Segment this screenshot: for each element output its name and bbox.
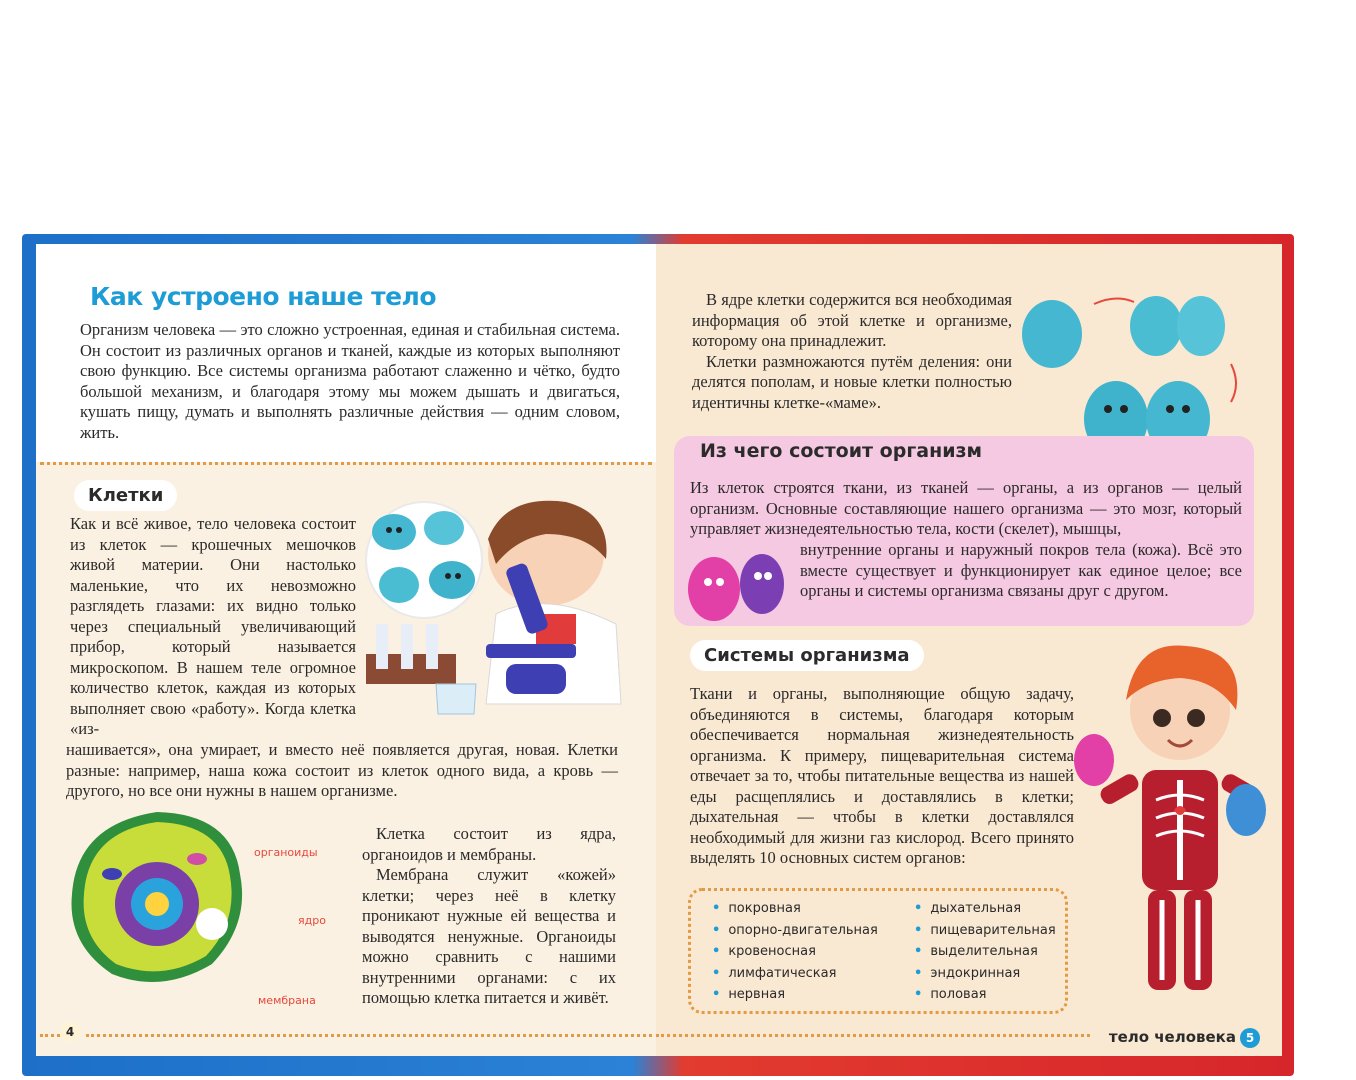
skeleton-boy-illustration	[1076, 640, 1276, 1010]
system-item: • опорно-двигательная	[712, 920, 878, 942]
cells-text-wide: нашивается», она умирает, и вместо неё появляется другая, новая. Клетки разные: например, наша кожа состоит из клеток одного вида, а кровь — другого, но все они нужны в нашем организме.	[66, 740, 618, 800]
cell-structure-p1: Клетка состоит из ядра, органоидов и мембраны.	[362, 824, 616, 864]
systems-text: Ткани и органы, выполняющие общую задачу, объединяются в системы, благодаря которым обеспечивается нормальная жизнедеятельность организма. К примеру, пищеварительная система отвечает за то, чтобы питательные вещества из нашей еды расщеплялись и доставлялись в клетки; дыхательная — чтобы в клетки доставлялся необходимый для жизни газ кислород. Всего принято выделять 10 основных систем органов:	[690, 684, 1074, 867]
system-item: • покровная	[712, 898, 878, 920]
label-membrane: мембрана	[258, 994, 316, 1007]
page-number-left: 4	[60, 1022, 80, 1042]
nucleus-text	[692, 290, 1012, 413]
systems-list-col2	[914, 898, 1056, 1006]
cells-text-narrow: Как и всё живое, тело человека состоит из клеток — крошечных мешочков живой материи. Они настолько маленькие, что их невозможно разглядеть глазами: их видно только через специальный увеличивающий прибор, который называется микроскопом. В нашем теле огромное количество клеток, каждая из которых выполняет свою «работу». Когда клетка «из-	[70, 514, 356, 738]
system-item: • выделительная	[914, 941, 1056, 963]
footer-title: тело человека	[1108, 1028, 1236, 1046]
system-item: • дыхательная	[914, 898, 1056, 920]
footer-dots-right	[656, 1034, 1090, 1037]
boy-microscope-illustration	[366, 494, 646, 714]
intro-text: Организм человека — это сложно устроенная, единая и стабильная система. Он состоит из различных органов и тканей, каждые из которых выполняют свою функцию. Все системы организма работают слаженно и чётко, будто большой механизм, и благодаря этому мы можем дышать и двигаться, кушать пищу, думать и выполнять различные действия — одним словом, жить.	[80, 320, 620, 442]
systems-heading: Системы организма	[690, 640, 924, 671]
right-page	[656, 244, 1282, 1056]
cells-heading: Клетки	[74, 480, 177, 511]
footer-dots-left	[40, 1034, 60, 1037]
organism-text-wide: Из клеток строятся ткани, из тканей — органы, а из органов — целый организм. Основные составляющие нашего организма — это мозг, который управляет жизнедеятельностью тела, кости (скелет), мышцы,	[690, 478, 1242, 538]
label-organelles: органоиды	[254, 846, 318, 859]
cell-structure-text	[362, 824, 616, 1009]
system-item: • пищеварительная	[914, 920, 1056, 942]
system-item: • нервная	[712, 984, 878, 1006]
germs-illustration	[678, 544, 798, 634]
nucleus-p1: В ядре клетки содержится вся необходимая информация об этой клетке и организме, которому она принадлежит.	[692, 290, 1012, 350]
organism-text-narrow: внутренние органы и наружный покров тела (кожа). Всё это вместе существует и функционирует как единое целое; все органы и системы организма связаны друг с другом.	[800, 540, 1242, 600]
page-number-right: 5	[1240, 1028, 1260, 1048]
organism-heading: Из чего состоит организм	[700, 440, 983, 462]
system-item: • эндокринная	[914, 963, 1056, 985]
nucleus-p2: Клетки размножаются путём деления: они делятся пополам, и новые клетки полностью идентичны клетке-«маме».	[692, 351, 1012, 412]
system-item: • половая	[914, 984, 1056, 1006]
systems-list-col1	[712, 898, 878, 1006]
footer-dots-left-2	[86, 1034, 652, 1037]
system-item: • кровеносная	[712, 941, 878, 963]
cell-structure-p2: Мембрана служит «кожей» клетки; через неё в клетку проникают нужные ей вещества и выводятся ненужные. Органоиды можно сравнить с нашими внутренними органами: с их помощью клетка питается и живёт.	[362, 865, 616, 1007]
dotted-divider	[40, 462, 652, 465]
page-title: Как устроено наше тело	[90, 282, 437, 311]
left-page	[36, 244, 656, 1056]
label-nucleus: ядро	[298, 914, 326, 927]
cell-diagram	[62, 804, 252, 994]
system-item: • лимфатическая	[712, 963, 878, 985]
